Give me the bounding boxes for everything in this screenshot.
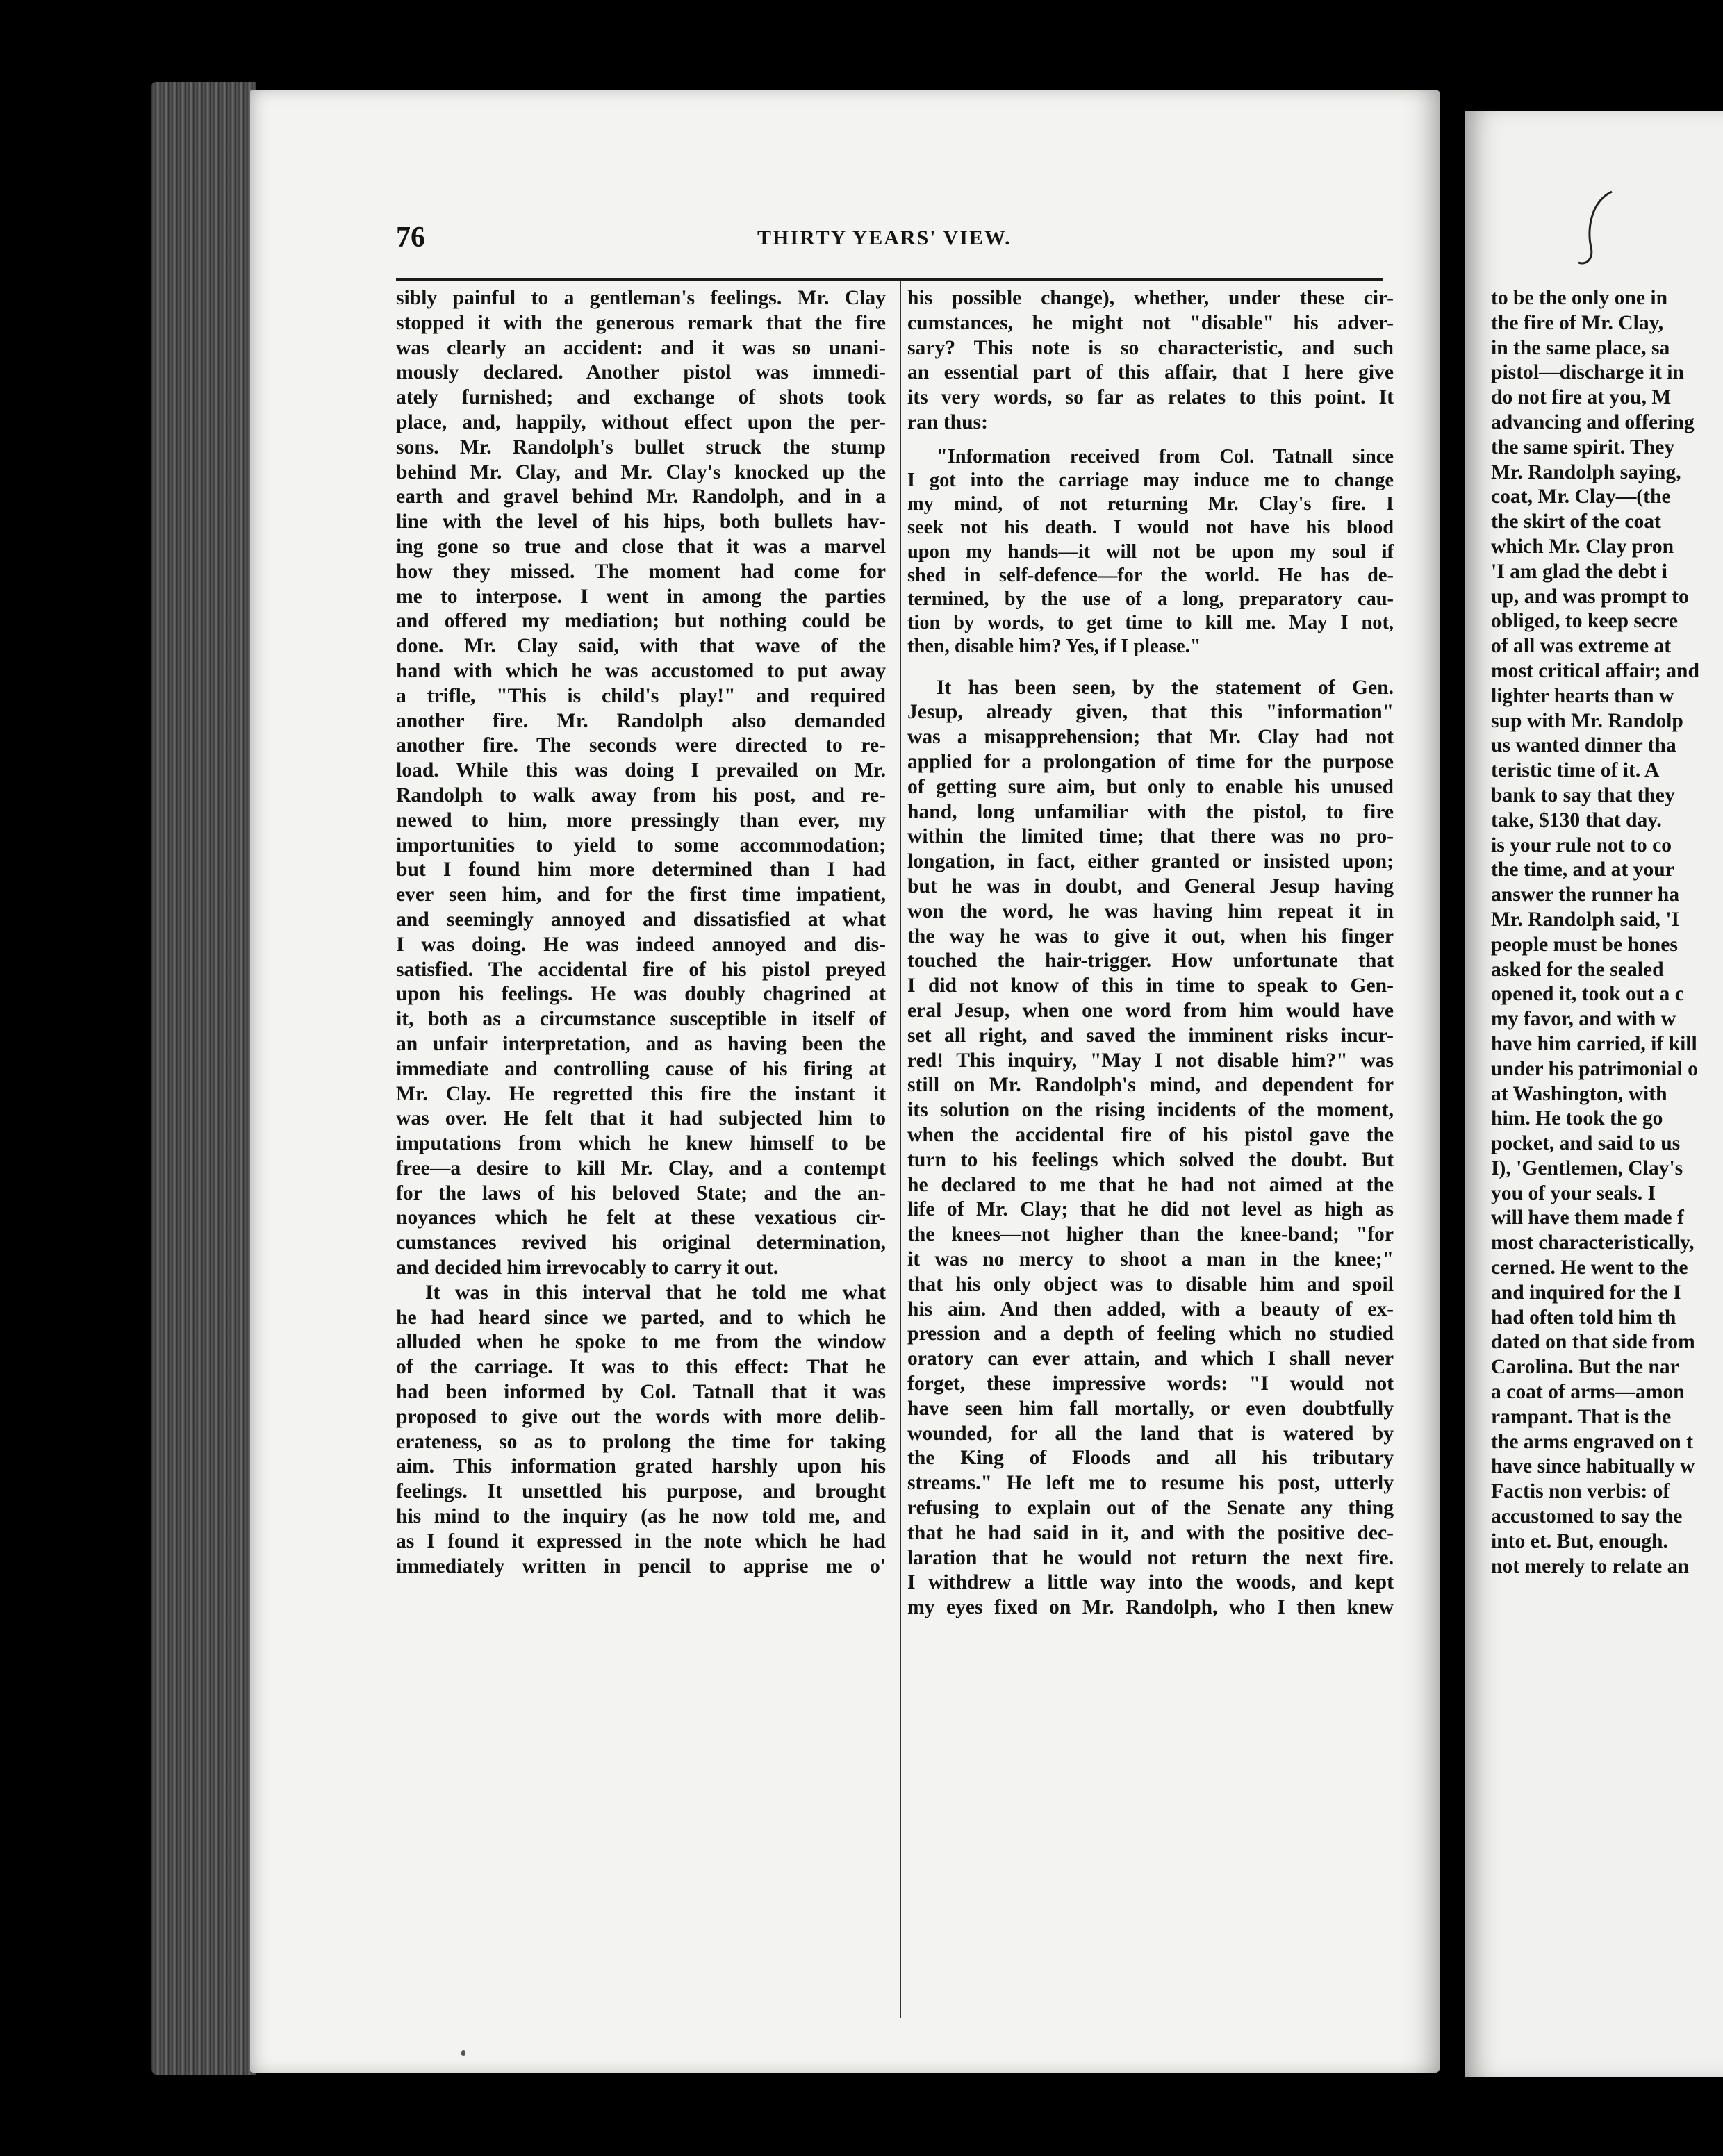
running-title: THIRTY YEARS' VIEW. bbox=[757, 226, 1012, 249]
text-line: Carolina. But the nar bbox=[1491, 1356, 1679, 1379]
text-line: is your rule not to co bbox=[1491, 834, 1672, 856]
left-text-column bbox=[396, 286, 886, 1579]
text-line: most characteristically, bbox=[1491, 1232, 1695, 1254]
text-line: and decided him irrevocably to carry it out. bbox=[396, 1257, 779, 1279]
text-line: cumstances revived his original determination, bbox=[396, 1232, 886, 1254]
text-line: won the word, he was having him repeat it in bbox=[907, 899, 1394, 922]
text-line: will have them made f bbox=[1491, 1206, 1684, 1229]
text-line: another fire. Mr. Randolph also demanded bbox=[396, 709, 886, 732]
text-line: tion by words, to get time to kill me. May I not, bbox=[907, 612, 1394, 634]
text-line: applied for a prolongation of time for the purpose bbox=[907, 751, 1394, 773]
text-line: importunities to yield to some accommodation; bbox=[396, 834, 886, 856]
paragraph-gap bbox=[907, 436, 1394, 445]
text-line: immediately written in pencil to apprise me o' bbox=[396, 1554, 886, 1577]
text-line: aim. This information grated harshly upon his bbox=[396, 1455, 886, 1478]
text-line: pocket, and said to us bbox=[1491, 1132, 1681, 1155]
text-line: him. He took the go bbox=[1491, 1107, 1663, 1130]
text-line: ately furnished; and exchange of shots took bbox=[396, 386, 886, 409]
text-line: his mind to the inquiry (as he now told me, and bbox=[396, 1505, 886, 1528]
text-line: rampant. That is the bbox=[1491, 1405, 1672, 1428]
text-line: earth and gravel behind Mr. Randolph, and in a bbox=[396, 486, 886, 508]
text-line: the skirt of the coat bbox=[1491, 511, 1661, 533]
text-line: but he was in doubt, and General Jesup having bbox=[907, 874, 1394, 897]
text-line: feelings. It unsettled his purpose, and brought bbox=[396, 1480, 886, 1503]
text-line: was over. He felt that it had subjected him to bbox=[396, 1107, 886, 1130]
text-line: but I found him more determined than I had bbox=[396, 859, 886, 881]
text-line: within the limited time; that there was no pro- bbox=[907, 825, 1394, 848]
text-line: and offered my mediation; but nothing could be bbox=[396, 610, 886, 633]
book-edge bbox=[151, 82, 256, 2075]
text-line: touched the hair-trigger. How unfortunate that bbox=[907, 950, 1394, 972]
text-line: still on Mr. Randolph's mind, and dependent for bbox=[907, 1074, 1394, 1097]
text-line: answer the runner ha bbox=[1491, 884, 1680, 906]
text-line: he had heard since we parted, and to which he bbox=[396, 1306, 886, 1329]
text-line: It has been seen, by the statement of Gen. bbox=[937, 676, 1394, 699]
text-line: It was in this interval that he told me what bbox=[425, 1281, 886, 1304]
text-line: mously declared. Another pistol was immedi- bbox=[396, 361, 886, 384]
column-divider bbox=[900, 281, 901, 2018]
text-line: that he had said in it, and with the positive dec- bbox=[907, 1521, 1394, 1544]
text-line: do not fire at you, M bbox=[1491, 386, 1672, 409]
text-line: teristic time of it. A bbox=[1491, 759, 1660, 782]
text-line: the time, and at your bbox=[1491, 859, 1674, 881]
text-line: up, and was prompt to bbox=[1491, 585, 1689, 608]
text-line: its solution on the rising incidents of the moment, bbox=[907, 1099, 1394, 1122]
text-line: load. While this was doing I prevailed on Mr. bbox=[396, 759, 886, 782]
text-line: an unfair interpretation, and as having been the bbox=[396, 1032, 886, 1055]
text-line: line with the level of his hips, both bullets hav- bbox=[396, 511, 886, 533]
text-line: that his only object was to disable him and spoil bbox=[907, 1272, 1394, 1295]
pencil-mark-icon bbox=[1570, 188, 1626, 271]
text-line: my mind, of not returning Mr. Clay's fire. I bbox=[907, 493, 1394, 515]
text-line: dated on that side from bbox=[1491, 1331, 1695, 1354]
text-line: the King of Floods and all his tributary bbox=[907, 1447, 1394, 1470]
text-line: which Mr. Clay pron bbox=[1491, 535, 1674, 558]
text-line: I got into the carriage may induce me to change bbox=[907, 469, 1394, 491]
page-number: 76 bbox=[396, 222, 425, 254]
text-line: another fire. The seconds were directed to re- bbox=[396, 734, 886, 757]
text-line: for the laws of his beloved State; and the an- bbox=[396, 1181, 886, 1204]
text-line: of all was extreme at bbox=[1491, 635, 1672, 658]
text-line: sary? This note is so characteristic, and such bbox=[907, 336, 1394, 359]
text-line: under his patrimonial o bbox=[1491, 1057, 1698, 1080]
text-line: me to interpose. I went in among the parties bbox=[396, 585, 886, 608]
text-line: the same spirit. They bbox=[1491, 436, 1675, 458]
text-line: of the carriage. It was to this effect: That he bbox=[396, 1356, 886, 1379]
text-line: its very words, so far as relates to this point. It bbox=[907, 386, 1394, 409]
text-line: the fire of Mr. Clay, bbox=[1491, 311, 1664, 334]
text-line: people must be hones bbox=[1491, 933, 1678, 956]
text-line: place, and, happily, without effect upon the per- bbox=[396, 411, 886, 433]
text-line: had often told him th bbox=[1491, 1306, 1676, 1329]
text-line: asked for the sealed bbox=[1491, 958, 1664, 981]
text-line: alluded when he spoke to me from the window bbox=[396, 1331, 886, 1354]
text-line: free—a desire to kill Mr. Clay, and a contempt bbox=[396, 1156, 886, 1179]
text-line: imputations from which he knew himself to be bbox=[396, 1132, 886, 1155]
text-line: obliged, to keep secre bbox=[1491, 610, 1679, 633]
text-line: behind Mr. Clay, and Mr. Clay's knocked up the bbox=[396, 461, 886, 483]
text-line: seek not his death. I would not have his blood bbox=[907, 517, 1394, 539]
text-line: have since habitually w bbox=[1491, 1455, 1695, 1478]
text-line: turn to his feelings which solved the doubt. But bbox=[907, 1148, 1394, 1171]
text-line: bank to say that they bbox=[1491, 783, 1675, 806]
text-line: I withdrew a little way into the woods, and kept bbox=[907, 1571, 1394, 1594]
text-line: coat, Mr. Clay—(the bbox=[1491, 486, 1671, 508]
text-line: cerned. He went to the bbox=[1491, 1257, 1688, 1279]
text-line: 'I am glad the debt i bbox=[1491, 560, 1668, 583]
text-line: pression and a depth of feeling which no studied bbox=[907, 1322, 1394, 1345]
text-line: newed to him, more pressingly than ever, my bbox=[396, 808, 886, 831]
text-line: termined, by the use of a long, preparatory cau- bbox=[907, 588, 1394, 610]
text-line: ing gone so true and close that it was a marvel bbox=[396, 535, 886, 558]
text-line: it was no mercy to shoot a man in the knee;" bbox=[907, 1247, 1394, 1270]
text-line: was clearly an accident: and it was so unani- bbox=[396, 336, 886, 359]
text-line: accustomed to say the bbox=[1491, 1505, 1683, 1528]
text-line: pistol—discharge it in bbox=[1491, 361, 1684, 384]
text-line: Mr. Randolph saying, bbox=[1491, 461, 1681, 483]
text-line: had been informed by Col. Tatnall that it was bbox=[396, 1381, 886, 1404]
text-line: wounded, for all the land that is watered by bbox=[907, 1422, 1394, 1445]
text-line: forget, these impressive words: "I would not bbox=[907, 1372, 1394, 1395]
text-line: lighter hearts than w bbox=[1491, 684, 1674, 707]
text-line: at Washington, with bbox=[1491, 1082, 1667, 1105]
text-line: then, disable him? Yes, if I please." bbox=[907, 636, 1201, 658]
text-line: sup with Mr. Randolp bbox=[1491, 709, 1683, 732]
text-line: "Information received from Col. Tatnall since bbox=[937, 445, 1394, 467]
text-line: his possible change), whether, under these cir- bbox=[907, 287, 1394, 309]
text-line: satisfied. The accidental fire of his pistol preyed bbox=[396, 958, 886, 981]
text-line: I), 'Gentlemen, Clay's bbox=[1491, 1156, 1683, 1179]
text-line: set all right, and saved the imminent risks incur- bbox=[907, 1024, 1394, 1047]
text-line: laration that he would not return the next fire. bbox=[907, 1546, 1394, 1569]
text-line: Factis non verbis: of bbox=[1491, 1480, 1670, 1503]
text-line: noyances which he felt at these vexatious cir- bbox=[396, 1206, 886, 1229]
text-line: stopped it with the generous remark that the fire bbox=[396, 311, 886, 334]
text-line: cumstances, he might not "disable" his adver- bbox=[907, 311, 1394, 334]
text-line: streams." He left me to resume his post, utterly bbox=[907, 1472, 1394, 1495]
text-line: it, both as a circumstance susceptible in itself of bbox=[396, 1008, 886, 1031]
text-line: of getting sure aim, but only to enable his unused bbox=[907, 775, 1394, 798]
text-line: an essential part of this affair, that I here give bbox=[907, 361, 1394, 384]
text-line: I was doing. He was indeed annoyed and dis- bbox=[396, 933, 886, 956]
text-line: advancing and offering bbox=[1491, 411, 1695, 433]
text-line: I did not know of this in time to speak to Gen- bbox=[907, 975, 1394, 997]
text-line: life of Mr. Clay; that he did not level as high as bbox=[907, 1198, 1394, 1221]
running-head bbox=[396, 221, 1396, 263]
text-line: hand, long unfamiliar with the pistol, to fire bbox=[907, 800, 1394, 823]
text-line: a coat of arms—amon bbox=[1491, 1381, 1685, 1404]
text-line: you of your seals. I bbox=[1491, 1181, 1656, 1204]
text-line: take, $130 that day. bbox=[1491, 808, 1662, 831]
text-line: opened it, took out a c bbox=[1491, 983, 1684, 1006]
text-line: have him carried, if kill bbox=[1491, 1032, 1697, 1055]
text-line: refusing to explain out of the Senate any thing bbox=[907, 1496, 1394, 1519]
text-line: my eyes fixed on Mr. Randolph, who I then knew bbox=[907, 1596, 1394, 1619]
middle-text-column bbox=[907, 286, 1394, 1620]
text-line: have seen him fall mortally, or even doubtfully bbox=[907, 1397, 1394, 1420]
text-line: hand with which he was accustomed to put away bbox=[396, 659, 886, 682]
text-line: longation, in fact, either granted or insisted upon; bbox=[907, 850, 1394, 873]
header-rule bbox=[396, 278, 1383, 281]
text-line: not merely to relate an bbox=[1491, 1554, 1689, 1577]
text-line: upon my hands—it will not be upon my soul if bbox=[907, 540, 1394, 563]
text-line: a trifle, "This is child's play!" and required bbox=[396, 684, 886, 707]
right-text-column-cropped bbox=[1491, 286, 1723, 1579]
text-line: as I found it expressed in the note which he had bbox=[396, 1529, 886, 1552]
text-line: Mr. Clay. He regretted this fire the instant it bbox=[396, 1082, 886, 1105]
text-line: to be the only one in bbox=[1491, 287, 1668, 309]
text-line: erateness, so as to prolong the time for taking bbox=[396, 1430, 886, 1453]
text-line: was a misapprehension; that Mr. Clay had not bbox=[907, 726, 1394, 749]
text-line: red! This inquiry, "May I not disable him?" was bbox=[907, 1049, 1394, 1072]
text-line: and inquired for the I bbox=[1491, 1281, 1681, 1304]
text-line: the way he was to give it out, when his finger bbox=[907, 924, 1394, 947]
text-line: done. Mr. Clay said, with that wave of the bbox=[396, 635, 886, 658]
text-line: sibly painful to a gentleman's feelings. Mr. Clay bbox=[396, 287, 886, 309]
text-line: oratory can ever attain, and which I shall never bbox=[907, 1348, 1394, 1370]
text-line: us wanted dinner tha bbox=[1491, 734, 1676, 757]
text-line: Jesup, already given, that this "information" bbox=[907, 701, 1394, 724]
text-line: the knees—not higher than the knee-band; "for bbox=[907, 1223, 1394, 1246]
text-line: ever seen him, and for the first time impatient, bbox=[396, 884, 886, 906]
text-line: and seemingly annoyed and dissatisfied at what bbox=[396, 908, 886, 931]
text-line: the arms engraved on t bbox=[1491, 1430, 1693, 1453]
text-line: he declared to me that he had not aimed at the bbox=[907, 1173, 1394, 1196]
text-line: Randolph to walk away from his post, and re- bbox=[396, 783, 886, 806]
text-line: ran thus: bbox=[907, 411, 988, 433]
text-line: proposed to give out the words with more delib- bbox=[396, 1405, 886, 1428]
text-line: when the accidental fire of his pistol gave the bbox=[907, 1123, 1394, 1146]
text-line: in the same place, sa bbox=[1491, 336, 1670, 359]
text-line: eral Jesup, when one word from him would have bbox=[907, 999, 1394, 1022]
text-line: how they missed. The moment had come for bbox=[396, 560, 886, 583]
text-line: most critical affair; and bbox=[1491, 659, 1699, 682]
text-line: shed in self-defence—for the world. He has de- bbox=[907, 564, 1394, 586]
text-line: his aim. And then added, with a beauty of ex- bbox=[907, 1297, 1394, 1320]
text-line: upon his feelings. He was doubly chagrined at bbox=[396, 983, 886, 1006]
text-line: my favor, and with w bbox=[1491, 1008, 1676, 1031]
text-line: sons. Mr. Randolph's bullet struck the stump bbox=[396, 436, 886, 458]
text-line: immediate and controlling cause of his firing at bbox=[396, 1057, 886, 1080]
paragraph-gap bbox=[907, 659, 1394, 676]
text-line: Mr. Randolph said, 'I bbox=[1491, 908, 1680, 931]
text-line: into et. But, enough. bbox=[1491, 1529, 1668, 1552]
margin-speck bbox=[461, 2050, 465, 2056]
